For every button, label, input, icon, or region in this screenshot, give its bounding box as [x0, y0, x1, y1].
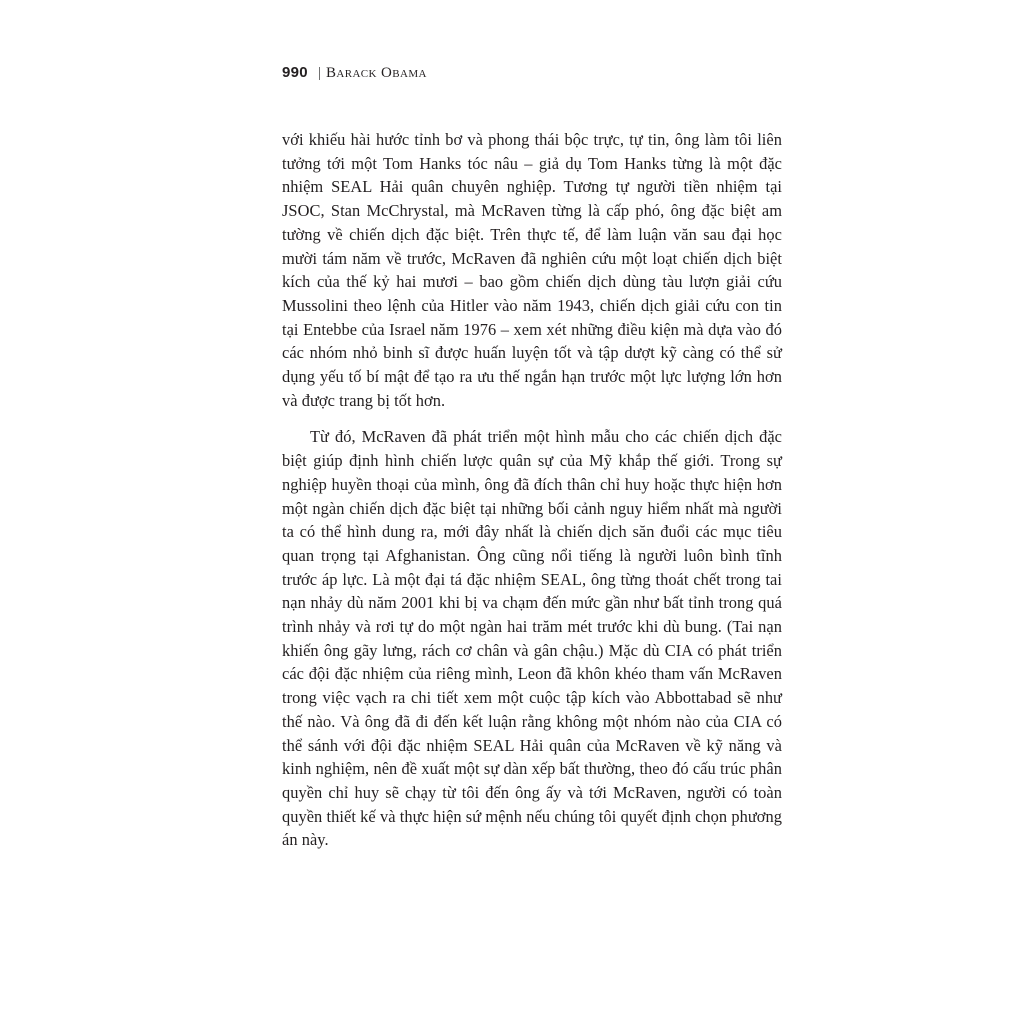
running-header-title: Barack Obama: [325, 65, 427, 81]
body-text: [282, 128, 782, 852]
paragraph-2: Từ đó, McRaven đã phát triển một hình mẫu cho các chiến dịch đặc biệt giúp định hình chiến lược quân sự của Mỹ khắp thế giới. Trong sự nghiệp huyền thoại của mình, ông đã đích thân chỉ huy hoặc thực hiện hơn một ngàn chiến dịch đặc biệt tại những bối cảnh nguy hiểm nhất mà người ta có thể hình dung ra, mới đây nhất là chiến dịch săn đuổi các mục tiêu quan trọng tại Afghanistan. Ông cũng nổi tiếng là người luôn bình tĩnh trước áp lực. Là một đại tá đặc nhiệm SEAL, ông từng thoát chết trong tai nạn nhảy dù năm 2001 khi bị va chạm đến mức gần như bất tỉnh trong quá trình nhảy và rơi tự do một ngàn hai trăm mét trước khi dù bung. (Tai nạn khiến ông gãy lưng, rách cơ chân và gân chậu.) Mặc dù CIA có phát triển các đội đặc nhiệm của riêng mình, Leon đã khôn khéo tham vấn McRaven trong việc vạch ra chi tiết xem một cuộc tập kích vào Abbottabad sẽ như thế nào. Và ông đã đi đến kết luận rằng không một nhóm nào của CIA có thể sánh với đội đặc nhiệm SEAL Hải quân của McRaven về kỹ năng và kinh nghiệm, nên đề xuất một sự dàn xếp bất thường, theo đó cấu trúc phân quyền chỉ huy sẽ chạy từ tôi đến ông ấy và tới McRaven, người có toàn quyền thiết kế và thực hiện sứ mệnh nếu chúng tôi quyết định chọn phương án này.: [282, 427, 782, 850]
paragraph-1: với khiếu hài hước tỉnh bơ và phong thái bộc trực, tự tin, ông làm tôi liên tưởng tới một Tom Hanks tóc nâu – giả dụ Tom Hanks từng là một đặc nhiệm SEAL Hải quân chuyên nghiệp. Tương tự người tiền nhiệm tại JSOC, Stan McChrystal, mà McRaven từng là cấp phó, ông đặc biệt am tường về chiến dịch đặc biệt. Trên thực tế, để làm luận văn sau đại học mười tám năm về trước, McRaven đã nghiên cứu một loạt chiến dịch biệt kích của thế kỷ hai mươi – bao gồm chiến dịch dùng tàu lượn giải cứu Mussolini theo lệnh của Hitler vào năm 1943, chiến dịch giải cứu con tin tại Entebbe của Israel năm 1976 – xem xét những điều kiện mà dựa vào đó các nhóm nhỏ binh sĩ được huấn luyện tốt và tập dượt kỹ càng có thể sử dụng yếu tố bí mật để tạo ra ưu thế ngắn hạn trước một lực lượng lớn hơn và được trang bị tốt hơn.: [282, 130, 782, 410]
page-number: 990: [282, 64, 308, 81]
header-separator: |: [317, 65, 321, 81]
running-header: [282, 64, 427, 82]
